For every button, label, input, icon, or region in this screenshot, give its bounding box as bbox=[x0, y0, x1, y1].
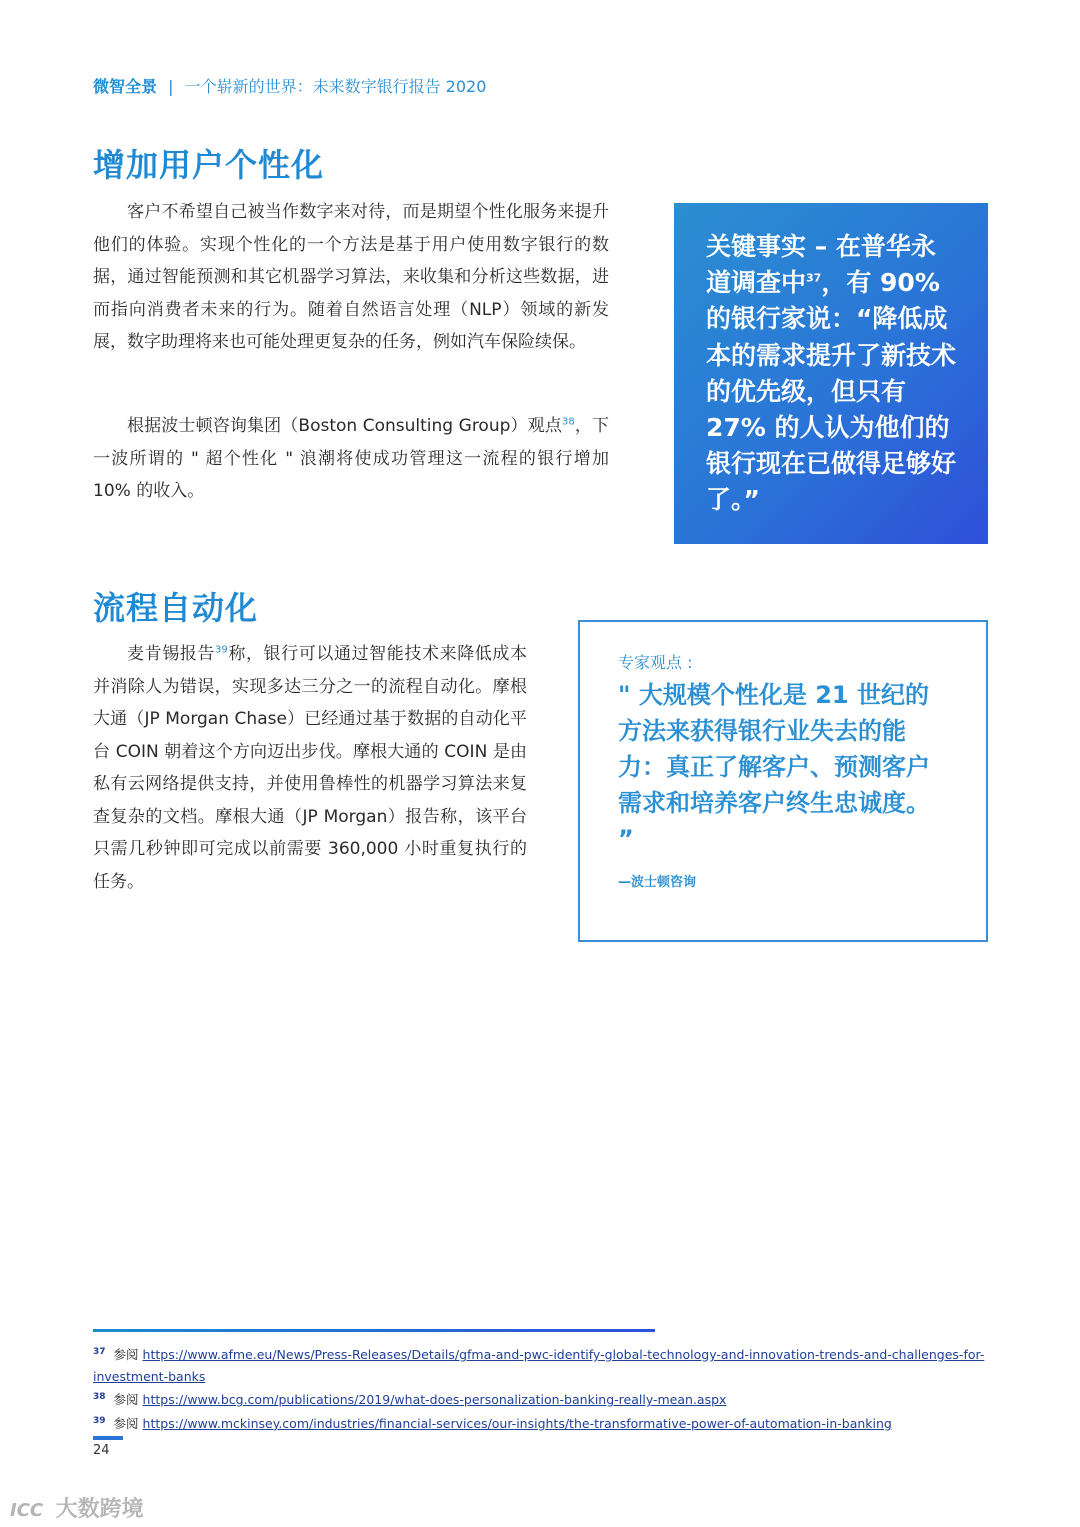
watermark-logo-icon: ICC bbox=[10, 1500, 44, 1521]
watermark-text: 大数跨境 bbox=[55, 1497, 144, 1522]
footnote-number: 38 bbox=[93, 1392, 106, 1403]
footnote-ref-37: 37 bbox=[806, 271, 822, 285]
header-separator: | bbox=[168, 77, 174, 96]
expert-quote-box bbox=[578, 620, 988, 942]
header-title: 一个崭新的世界：未来数字银行报告 2020 bbox=[184, 77, 487, 96]
paragraph-text: 根据波士顿咨询集团（Boston Consulting Group）观点 bbox=[127, 416, 562, 436]
paragraph-text: 称，银行可以通过智能技术来降低成本并消除人为错误，实现多达三分之一的流程自动化。摩根大通（JP Morgan Chase）已经通过基于数据的自动化平台 COIN 朝着这个方向迈出步伐。摩根大通的 COIN 是由私有云网络提供支持，并使用鲁棒性的机器学习算法来复查复杂的文档。摩根大通（JP Morgan）报告称，该平台只需几秒钟即可完成以前需要 360,000 小时重复执行的任务。 bbox=[93, 644, 527, 892]
footnote-prefix: 参阅 bbox=[113, 1415, 139, 1431]
key-fact-box bbox=[674, 203, 988, 544]
key-fact-body: ，有 90% 的银行家说：“降低成本的需求提升了新技术的优先级，但只有 27% 的人认为他们的银行现在已做得足够好了。” bbox=[706, 268, 957, 515]
header-brand: 微智全景 bbox=[93, 77, 158, 96]
paragraph-personalization-2 bbox=[93, 410, 609, 508]
key-fact-intro: 关键事实 – 在普华永道调查中 bbox=[706, 232, 936, 298]
footnote-divider bbox=[93, 1329, 655, 1332]
paragraph-automation bbox=[93, 638, 527, 898]
page-number: 24 bbox=[93, 1443, 110, 1458]
paragraph-text: ，下一波所谓的 " 超个性化 " 浪潮将使成功管理这一流程的银行增加 10% 的收入。 bbox=[93, 416, 610, 501]
footnote-number: 39 bbox=[93, 1415, 106, 1426]
footnote-ref-38: 38 bbox=[561, 416, 575, 428]
section-heading-personalization: 增加用户个性化 bbox=[93, 146, 325, 184]
running-header bbox=[93, 74, 486, 97]
footnote-link[interactable]: https://www.bcg.com/publications/2019/what-does-personalization-banking-really-mean.aspx bbox=[142, 1392, 727, 1408]
footnote-link[interactable]: https://www.afme.eu/News/Press-Releases/Details/gfma-and-pwc-identify-global-technology-and-innovation-trends-and-challenges-for-investment-banks bbox=[93, 1347, 985, 1384]
watermark bbox=[10, 1492, 144, 1523]
footnote-link[interactable]: https://www.mckinsey.com/industries/financial-services/our-insights/the-transformative-power-of-automation-in-banking bbox=[142, 1415, 892, 1431]
page-number-bar bbox=[93, 1436, 123, 1440]
key-fact-text bbox=[706, 229, 956, 519]
paragraph-personalization-1: 客户不希望自己被当作数字来对待，而是期望个性化服务来提升他们的体验。实现个性化的一个方法是基于用户使用数字银行的数据，通过智能预测和其它机器学习算法，来收集和分析这些数据，进而指向消费者未来的行为。随着自然语言处理（NLP）领域的新发展，数字助理将来也可能处理更复杂的任务，例如汽车保险续保。 bbox=[93, 202, 609, 352]
footnote-number: 37 bbox=[93, 1347, 106, 1357]
expert-quote-source: —波士顿咨询 bbox=[618, 875, 697, 890]
footnotes bbox=[93, 1342, 993, 1434]
footnote-39 bbox=[93, 1411, 993, 1435]
expert-quote-text: " 大规模个性化是 21 世纪的方法来获得银行业失去的能力：真正了解客户、预测客户需求和培养客户终生忠诚度。 ” bbox=[618, 681, 930, 853]
footnote-ref-39: 39 bbox=[215, 644, 228, 656]
paragraph-text: 麦肯锡报告 bbox=[127, 644, 216, 664]
footnote-37 bbox=[93, 1342, 993, 1387]
expert-quote-label: 专家观点 : bbox=[618, 653, 693, 672]
footnote-38 bbox=[93, 1387, 993, 1411]
footnote-prefix: 参阅 bbox=[113, 1392, 139, 1408]
footnote-prefix: 参阅 bbox=[113, 1347, 139, 1363]
section-heading-automation: 流程自动化 bbox=[93, 589, 259, 627]
